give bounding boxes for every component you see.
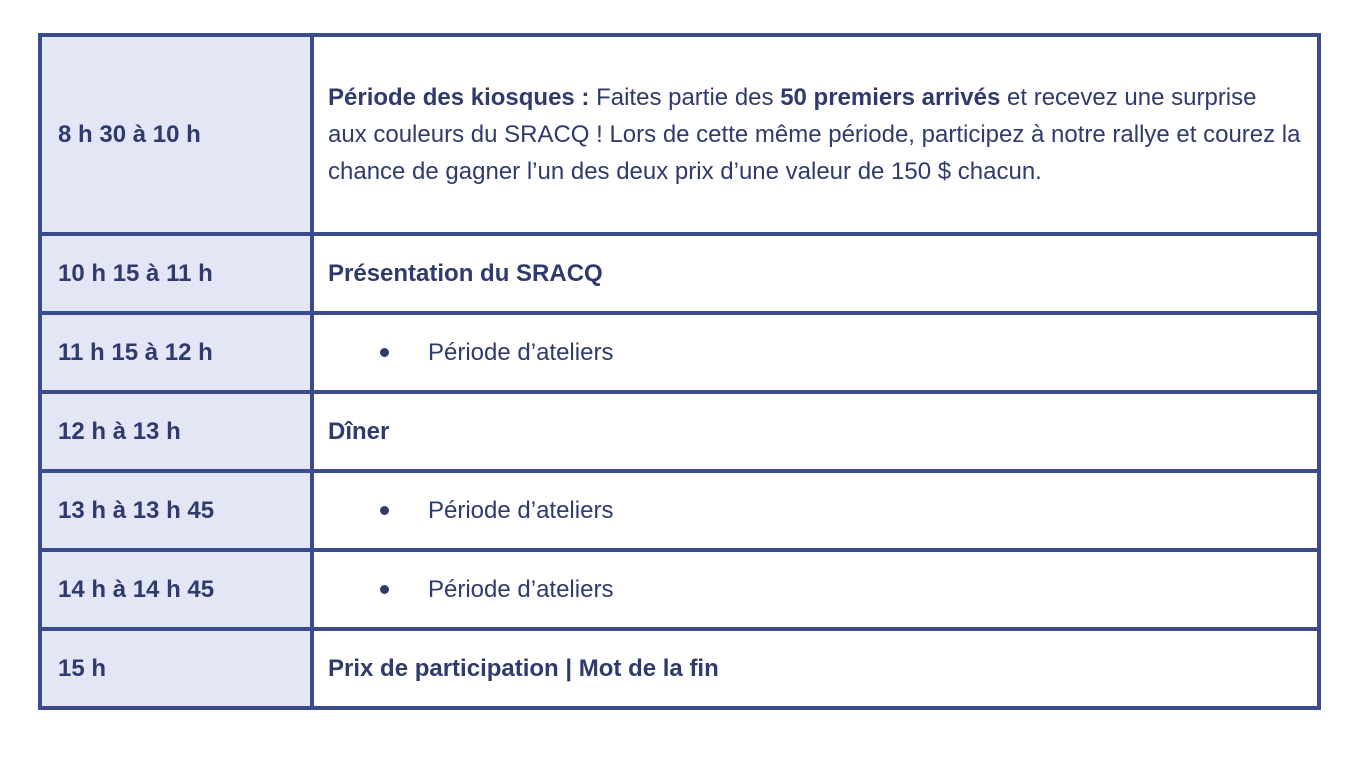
- time-cell: 13 h à 13 h 45: [40, 471, 312, 550]
- workshop-label: Période d’ateliers: [428, 497, 614, 524]
- description-cell: [312, 550, 1319, 629]
- workshop-label: Période d’ateliers: [428, 339, 614, 366]
- schedule-table: [38, 33, 1321, 710]
- description-text: Faites partie des: [589, 84, 781, 111]
- bullet-item: [328, 334, 1301, 371]
- schedule-row: [40, 392, 1319, 471]
- lunch-title: Dîner: [328, 418, 390, 445]
- first-arrivals-highlight: 50 premiers arrivés: [780, 84, 1001, 111]
- bullet-item: [328, 492, 1301, 529]
- description-cell: [312, 234, 1319, 313]
- schedule-row: [40, 234, 1319, 313]
- kiosk-period-title: Période des kiosques :: [328, 84, 590, 111]
- schedule-row: [40, 35, 1319, 234]
- description-cell: [312, 392, 1319, 471]
- schedule-row: [40, 471, 1319, 550]
- bullet-icon: [380, 585, 389, 594]
- description-text: et recevez une surprise aux couleurs du SRACQ ! Lors de cette même période, participez à notre rallye et courez la chance de gagner l’un des deux prix d’une valeur de 150 $ chacun.: [328, 84, 1301, 185]
- bullet-icon: [380, 506, 389, 515]
- time-cell: 10 h 15 à 11 h: [40, 234, 312, 313]
- schedule-row: [40, 313, 1319, 392]
- schedule-row: [40, 629, 1319, 708]
- workshop-label: Période d’ateliers: [428, 576, 614, 603]
- bullet-icon: [380, 348, 389, 357]
- description-cell: [312, 35, 1319, 234]
- closing-title: Prix de participation | Mot de la fin: [328, 655, 719, 682]
- time-cell: 14 h à 14 h 45: [40, 550, 312, 629]
- bullet-item: [328, 571, 1301, 608]
- schedule-row: [40, 550, 1319, 629]
- presentation-title: Présentation du SRACQ: [328, 260, 603, 287]
- time-cell: 15 h: [40, 629, 312, 708]
- time-cell: 8 h 30 à 10 h: [40, 35, 312, 234]
- description-cell: [312, 629, 1319, 708]
- description-cell: [312, 313, 1319, 392]
- time-cell: 12 h à 13 h: [40, 392, 312, 471]
- time-cell: 11 h 15 à 12 h: [40, 313, 312, 392]
- description-cell: [312, 471, 1319, 550]
